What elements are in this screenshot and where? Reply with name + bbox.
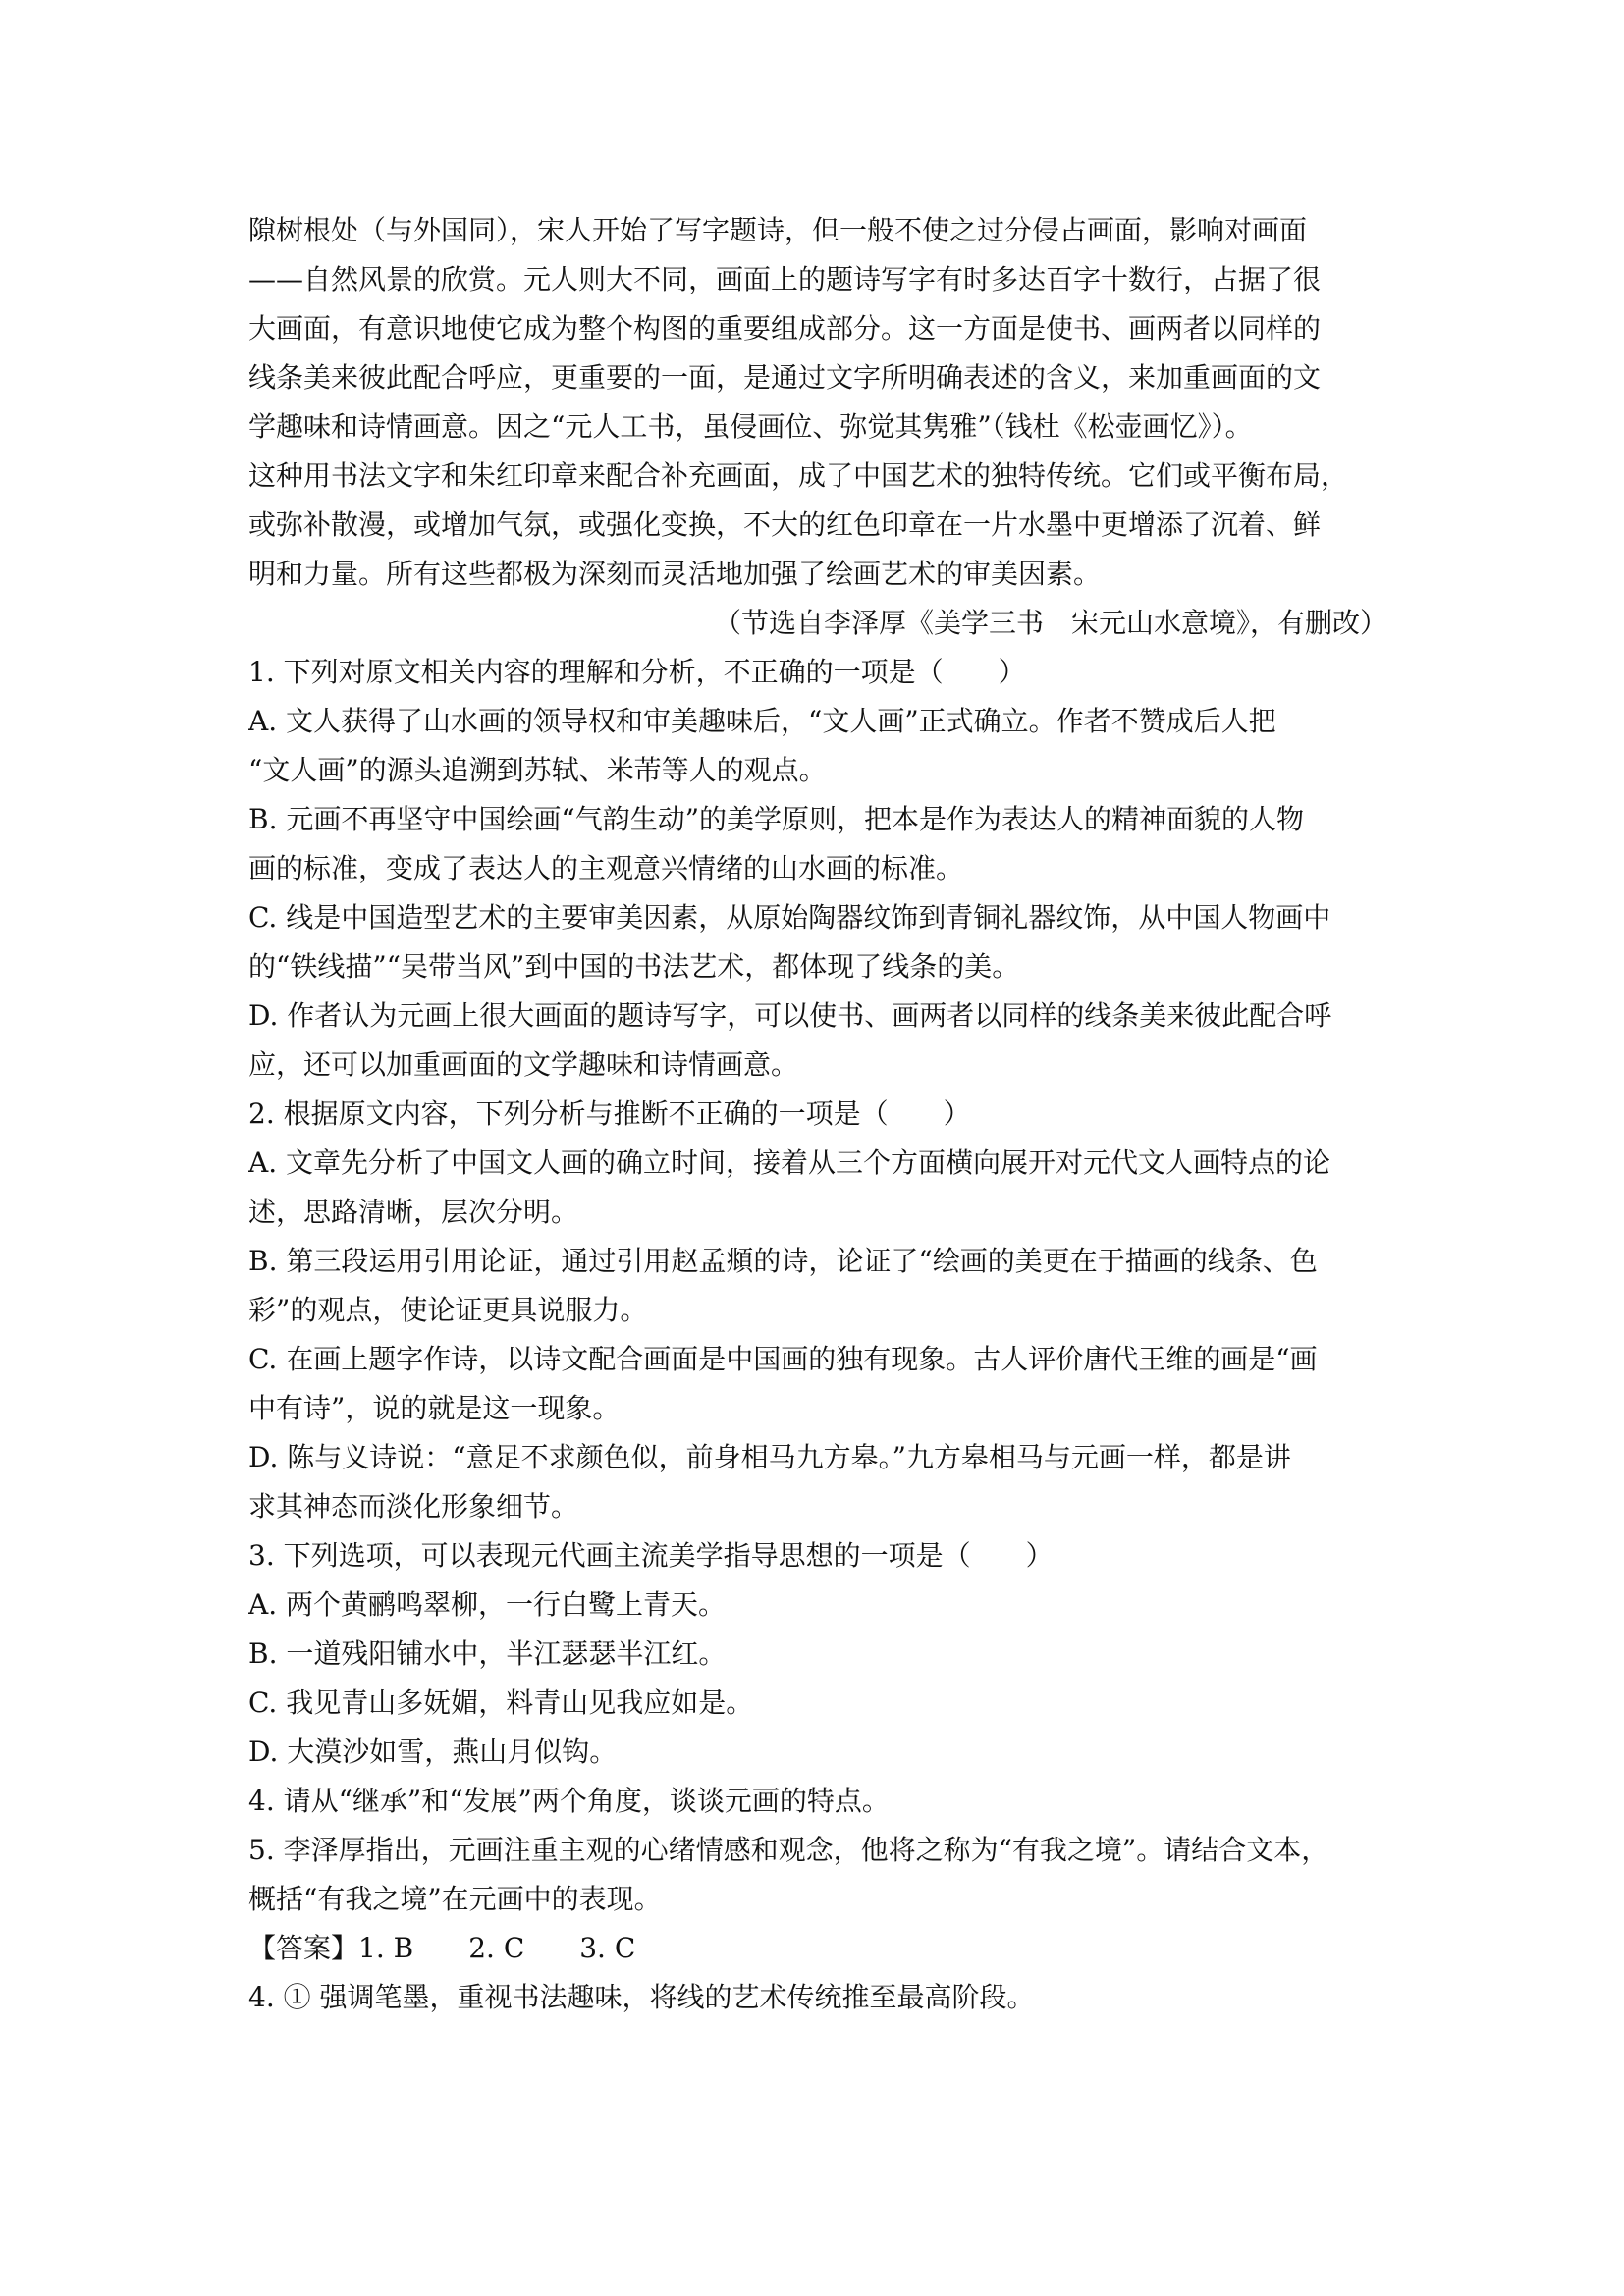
passage-line: 明和力量。所有这些都极为深刻而灵活地加强了绘画艺术的审美因素。 [248, 558, 1102, 590]
question-stem-cont: 概括“有我之境”在元画中的表现。 [248, 1883, 662, 1915]
passage-line: 线条美来彼此配合呼应，更重要的一面，是通过文字所明确表述的含义，来加重画面的文 [248, 361, 1322, 394]
option-a-cont: 述，思路清晰，层次分明。 [248, 1196, 579, 1228]
passage-source: （节选自李泽厚《美学三书 宋元山水意境》，有删改） [713, 607, 1387, 639]
answer-4: 4. ① 强调笔墨，重视书法趣味，将线的艺术传统推至最高阶段。 [248, 1981, 1035, 2013]
option-d: D. 作者认为元画上很大画面的题诗写字，可以使书、画两者以同样的线条美来彼此配合呼 [248, 999, 1332, 1032]
question-stem: 2. 根据原文内容，下列分析与推断不正确的一项是（ ） [248, 1097, 971, 1130]
option-a: A. 两个黄鹂鸣翠柳，一行白鹭上青天。 [248, 1588, 727, 1621]
option-c-cont: 的“铁线描”“吴带当风”到中国的书法艺术，都体现了线条的美。 [248, 950, 1020, 983]
question-stem: 1. 下列对原文相关内容的理解和分析，不正确的一项是（ ） [248, 656, 1026, 688]
question-5 [248, 1826, 1387, 1924]
question-stem: 4. 请从“继承”和“发展”两个角度，谈谈元画的特点。 [248, 1785, 890, 1817]
option-a: A. 文人获得了山水画的领导权和审美趣味后，“文人画”正式确立。作者不赞成后人把 [248, 705, 1276, 737]
option-d: D. 陈与义诗说：“意足不求颜色似，前身相马九方皋。”九方皋相马与元画一样，都是讲 [248, 1441, 1291, 1473]
option-c: C. 我见青山多妩媚，料青山见我应如是。 [248, 1686, 754, 1719]
passage-line: 学趣味和诗情画意。因之“元人工书，虽侵画位、弥觉其隽雅”（钱杜《松壶画忆》）。 [248, 410, 1253, 443]
option-c: C. 线是中国造型艺术的主要审美因素，从原始陶器纹饰到青铜礼器纹饰，从中国人物画中 [248, 901, 1331, 934]
question-3 [248, 1531, 1387, 1777]
question-1 [248, 648, 1387, 1090]
passage-line: 或弥补散漫，或增加气氛，或强化变换，不大的红色印章在一片水墨中更增添了沉着、鲜 [248, 508, 1322, 541]
answer-section [248, 1924, 1387, 2022]
passage-line: 隙树根处（与外国同），宋人开始了写字题诗，但一般不使之过分侵占画面，影响对画面 [248, 214, 1308, 246]
option-d-cont: 求其神态而淡化形象细节。 [248, 1490, 579, 1522]
question-2 [248, 1090, 1387, 1531]
option-d-cont: 应，还可以加重画面的文学趣味和诗情画意。 [248, 1048, 799, 1081]
passage-line: 这种用书法文字和朱红印章来配合补充画面，成了中国艺术的独特传统。它们或平衡布局， [248, 459, 1349, 492]
answer-label: 【答案】 [248, 1932, 359, 1964]
passage [248, 206, 1387, 648]
document-content [248, 206, 1387, 2022]
option-b: B. 元画不再坚守中国绘画“气韵生动”的美学原则，把本是作为表达人的精神面貌的人物 [248, 803, 1305, 835]
option-a: A. 文章先分析了中国文人画的确立时间，接着从三个方面横向展开对元代文人画特点的论 [248, 1147, 1331, 1179]
answer-items: 1. B 2. C 3. C [358, 1932, 636, 1964]
question-stem: 5. 李泽厚指出，元画注重主观的心绪情感和观念，他将之称为“有我之境”。请结合文本， [248, 1834, 1329, 1866]
passage-line: ——自然风景的欣赏。元人则大不同，画面上的题诗写字有时多达百字十数行，占据了很 [248, 263, 1322, 295]
option-b-cont: 彩”的观点，使论证更具说服力。 [248, 1294, 648, 1326]
option-c-cont: 中有诗”，说的就是这一现象。 [248, 1392, 621, 1424]
option-b: B. 一道残阳铺水中，半江瑟瑟半江红。 [248, 1637, 727, 1670]
question-stem: 3. 下列选项，可以表现元代画主流美学指导思想的一项是（ ） [248, 1539, 1054, 1572]
option-c: C. 在画上题字作诗，以诗文配合画面是中国画的独有现象。古人评价唐代王维的画是“画 [248, 1343, 1318, 1375]
option-a-cont: “文人画”的源头追溯到苏轼、米芾等人的观点。 [248, 754, 827, 786]
option-b: B. 第三段运用引用论证，通过引用赵孟頫的诗，论证了“绘画的美更在于描画的线条、色 [248, 1245, 1318, 1277]
option-b-cont: 画的标准，变成了表达人的主观意兴情绪的山水画的标准。 [248, 852, 964, 884]
passage-line: 大画面，有意识地使它成为整个构图的重要组成部分。这一方面是使书、画两者以同样的 [248, 312, 1322, 345]
question-4 [248, 1777, 1387, 1826]
answer-line [248, 1924, 1387, 1973]
option-d: D. 大漠沙如雪，燕山月似钩。 [248, 1735, 618, 1768]
